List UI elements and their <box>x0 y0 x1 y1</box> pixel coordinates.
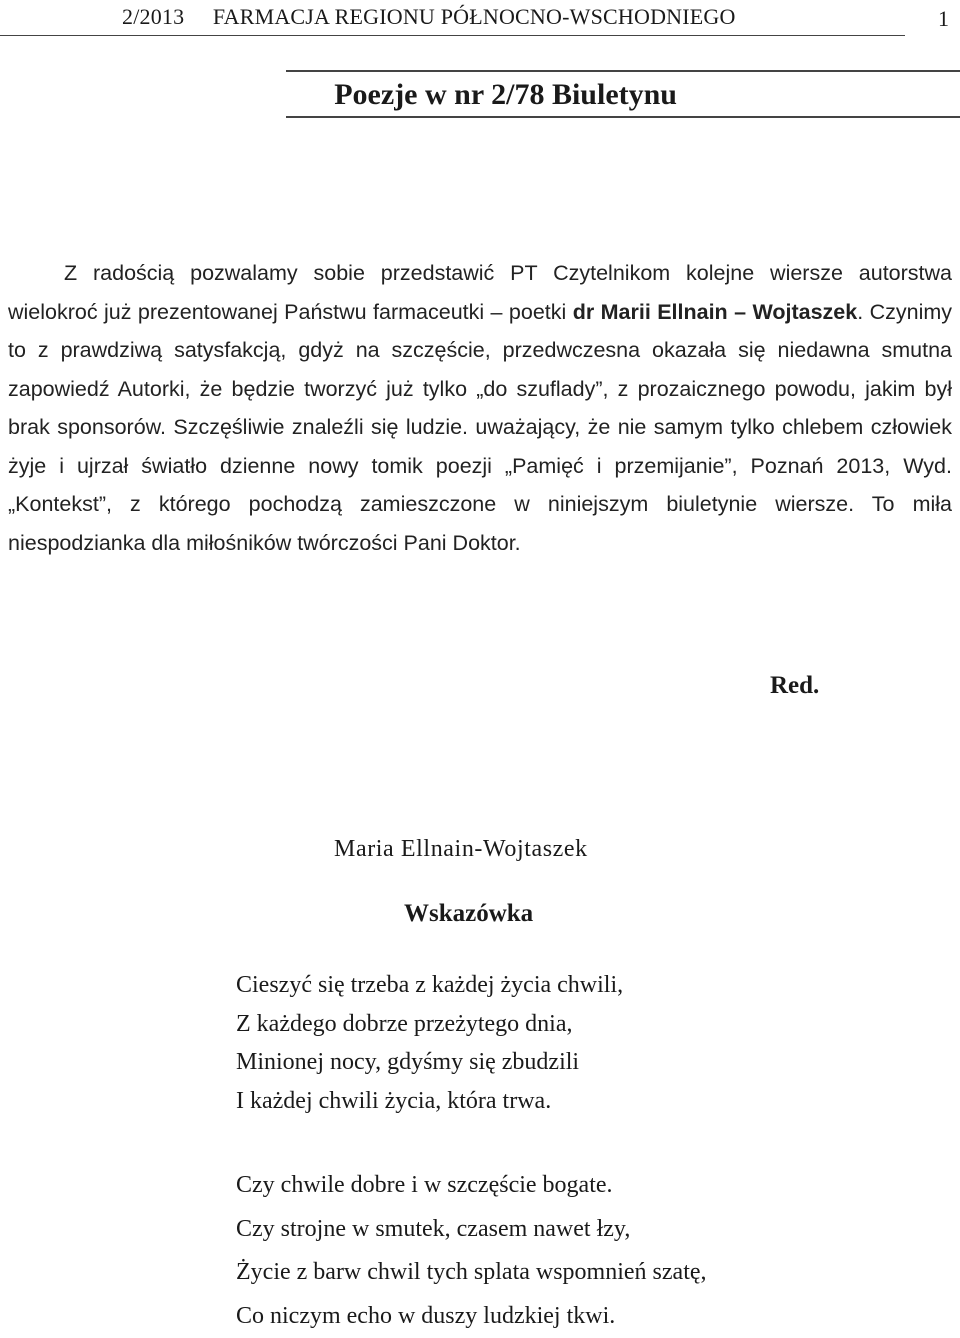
header-rule <box>0 35 905 36</box>
poem-line: Cieszyć się trzeba z każdej życia chwili, <box>236 966 623 1005</box>
title-top-rule <box>286 70 960 72</box>
intro-paragraph <box>8 254 952 562</box>
page-number: 1 <box>938 6 949 32</box>
running-header <box>122 4 736 30</box>
poem-line: Czy chwile dobre i w szczęście bogate. <box>236 1164 707 1208</box>
poem-author: Maria Ellnain-Wojtaszek <box>334 836 588 863</box>
intro-text-part2: . Czynimy to z prawdziwą satysfakcją, gdyż na szczęście, przedwczesna okazała się niedawna smutna zapowiedź Autorki, że będzie tworzyć już tylko „do szuflady”, z prozaicznego powodu, jakim był brak sponsorów. Szczęśliwie znaleźli się ludzie. uważający, że nie samym tylko chlebem człowiek żyje i ujrzał światło dzienne nowy tomik poezji „Pamięć i przemijanie”, Poznań 2013, Wyd. „Kontekst”, z którego pochodzą zamieszczone w niniejszym biuletynie wiersze. To miła niespodzianka dla miłośników twórczości Pani Doktor. <box>8 300 952 555</box>
intro-text-part1: Z radością pozwalamy sobie przedstawić PT Czytelnikom kolejne wiersze autorstwa wielokroć już prezentowanej Państwu farmaceutki – poetki <box>8 261 952 324</box>
editorial-signature: Red. <box>770 672 819 700</box>
poem-line: Co niczym echo w duszy ludzkiej tkwi. <box>236 1295 707 1338</box>
poem-stanza-1 <box>236 966 623 1120</box>
poem-stanza-2 <box>236 1164 707 1338</box>
poem-line: Czy strojne w smutek, czasem nawet łzy, <box>236 1208 707 1252</box>
journal-name: FARMACJA REGIONU PÓŁNOCNO-WSCHODNIEGO <box>213 4 736 29</box>
issue-number: 2/2013 <box>122 4 184 29</box>
poem-line: Życie z barw chwil tych splata wspomnień szatę, <box>236 1251 707 1295</box>
poem-title: Wskazówka <box>404 900 533 928</box>
poem-line: Z każdego dobrze przeżytego dnia, <box>236 1005 623 1044</box>
title-bottom-rule <box>286 116 960 118</box>
poem-line: I każdej chwili życia, która trwa. <box>236 1082 623 1121</box>
page-title: Poezje w nr 2/78 Biuletynu <box>0 78 960 112</box>
intro-author-name: dr Marii Ellnain – Wojtaszek <box>573 300 858 324</box>
poem-line: Minionej nocy, gdyśmy się zbudzili <box>236 1043 623 1082</box>
